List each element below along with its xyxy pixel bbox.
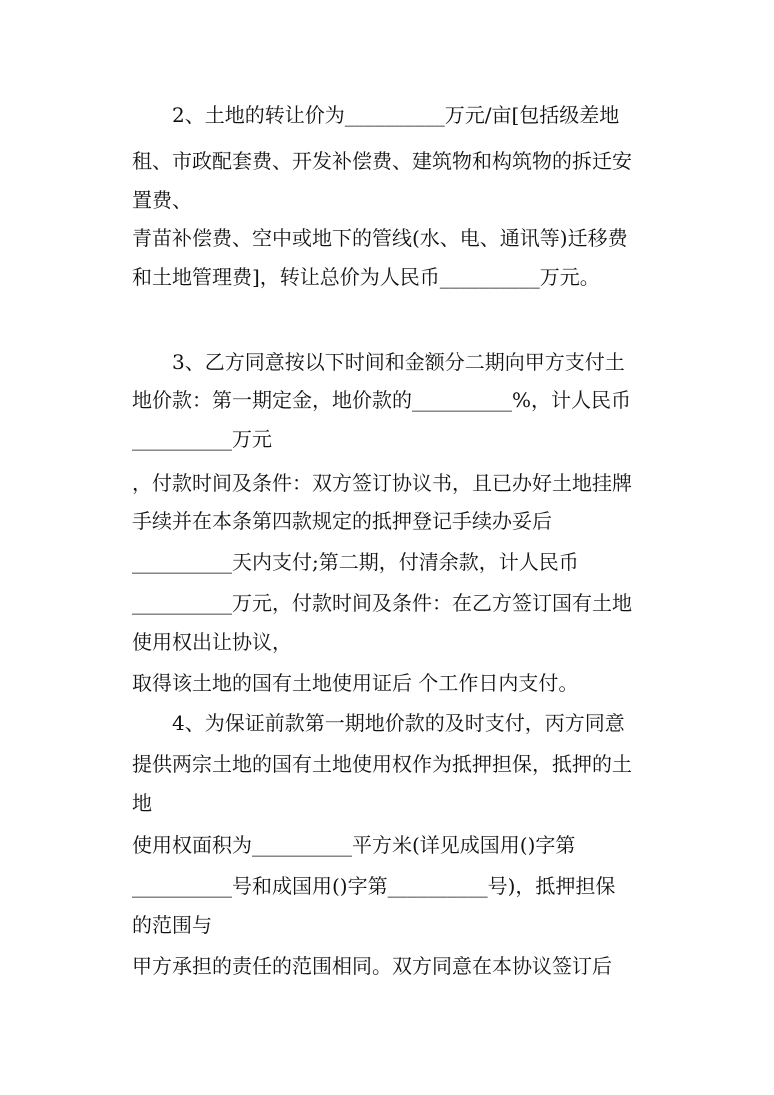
paragraph-4-line-5: __________号和成国用()字第__________号)，抵押担保 <box>132 874 616 898</box>
paragraph-2-line-3: 置费、 <box>132 188 192 212</box>
paragraph-3-line-5: 手续并在本条第四款规定的抵押登记手续办妥后 <box>132 509 552 533</box>
paragraph-3-line-2: 地价款：第一期定金，地价款的__________%，计人民币 <box>132 388 632 412</box>
paragraph-3-line-7: __________万元，付款时间及条件：在乙方签订国有土地 <box>132 591 632 615</box>
paragraph-3-line-3: __________万元 <box>132 427 272 451</box>
paragraph-4-line-2: 提供两宗土地的国有土地使用权作为抵押担保，抵押的土 <box>132 752 632 776</box>
paragraph-3-line-8: 使用权出让协议， <box>132 630 292 654</box>
paragraph-4-line-7: 甲方承担的责任的范围相同。双方同意在本协议签订后 <box>132 954 612 978</box>
paragraph-4-line-4: 使用权面积为__________平方米(详见成国用()字第 <box>132 833 576 857</box>
paragraph-2-line-4: 青苗补偿费、空中或地下的管线(水、电、通讯等)迁移费 <box>132 226 628 250</box>
paragraph-3-line-9: 取得该土地的国有土地使用证后 个工作日内支付。 <box>132 671 579 695</box>
paragraph-2-line-5: 和土地管理费]，转让总价为人民币__________万元。 <box>132 265 600 289</box>
paragraph-4-line-6: 的范围与 <box>132 913 212 937</box>
paragraph-3-line-4: ，付款时间及条件：双方签订协议书，且已办好土地挂牌 <box>132 471 632 495</box>
paragraph-3-line-1: 3、乙方同意按以下时间和金额分二期向甲方支付土 <box>172 350 625 374</box>
paragraph-4-line-1: 4、为保证前款第一期地价款的及时支付，丙方同意 <box>172 711 625 735</box>
paragraph-4-line-3: 地 <box>132 791 152 815</box>
paragraph-3-line-6: __________天内支付;第二期，付清余款，计人民币 <box>132 550 579 574</box>
paragraph-2-line-1: 2、土地的转让价为__________万元/亩[包括级差地 <box>172 103 620 127</box>
paragraph-2-line-2: 租、市政配套费、开发补偿费、建筑物和构筑物的拆迁安 <box>132 149 632 173</box>
